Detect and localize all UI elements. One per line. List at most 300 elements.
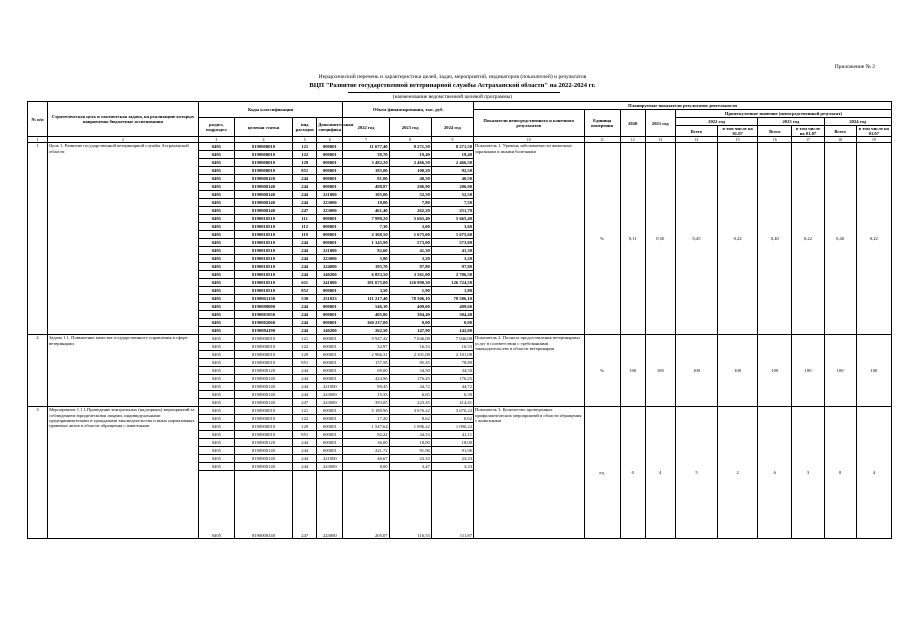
- exptype-code: 247: [293, 399, 317, 407]
- opcode-code: 221000: [317, 191, 343, 199]
- title-underline: [348, 92, 560, 93]
- article-code: 8190000140: [234, 207, 292, 215]
- amount-2024: 3,33: [431, 463, 473, 471]
- section-code: 0405: [198, 407, 234, 415]
- exptype-code: 244: [293, 439, 317, 447]
- section-code: 0405: [198, 311, 234, 319]
- program-caption: (наименование ведомственной целевой программы): [392, 94, 513, 100]
- exptype-code: 244: [293, 191, 317, 199]
- section-code: 0405: [198, 191, 234, 199]
- column-number: 6: [317, 137, 343, 143]
- section-code: 0405: [198, 391, 234, 399]
- col-y2023-header: 2023 год: [758, 118, 824, 126]
- amount-2024: 1 096,22: [431, 423, 473, 431]
- article-code: 8190000140: [234, 399, 292, 407]
- indicator-value: 6: [758, 407, 792, 539]
- amount-2023: 1,90: [389, 287, 431, 295]
- section-code: 0405: [198, 415, 234, 423]
- exptype-code: 129: [293, 159, 317, 167]
- section-code: 0405: [198, 215, 234, 223]
- col-f2023-header: 2023 год: [389, 118, 431, 137]
- amount-2023: 147,90: [389, 327, 431, 335]
- column-number: 8: [389, 137, 431, 143]
- opcode-code: 221000: [317, 383, 343, 391]
- amount-2022: 2 368,50: [343, 231, 389, 239]
- unit-value: ед.: [584, 407, 620, 539]
- opcode-code: 000001: [317, 167, 343, 175]
- goal-text: Мероприятие 1.1.1.Проведение контрольных (надзорных) мероприятий за соблюдением юридическими лицами, индивидуальными предпринимателями и гражданами законодательства и иных нормативных правовых актов в области обращения с животными: [48, 407, 199, 539]
- article-code: 8190010510: [234, 231, 292, 239]
- indicator-text: Показатель 2. Полнота предоставления ветеринарных услуг в соответствии с требованиями законодательства в области ветеринарии: [474, 335, 585, 407]
- article-code: 8190000120: [234, 367, 292, 375]
- exptype-code: 244: [293, 383, 317, 391]
- section-code: 0405: [198, 303, 234, 311]
- article-code: 8190000010: [234, 335, 292, 343]
- section-code: 0405: [198, 183, 234, 191]
- exptype-code: 244: [293, 319, 317, 327]
- column-number: 17: [792, 137, 824, 143]
- section-code: 0405: [198, 375, 234, 383]
- amount-2023: 40,50: [389, 175, 431, 183]
- amount-2022: 105,00: [343, 191, 389, 199]
- section-code: 0405: [198, 359, 234, 367]
- column-number: 7: [343, 137, 389, 143]
- goal-text: Задача 1.1. Повышение качества государственного управления в сфере ветеринарии: [48, 335, 199, 407]
- amount-2023: 1 096,22: [389, 423, 431, 431]
- amount-2024: 78,80: [431, 359, 473, 367]
- section-code: 0405: [198, 351, 234, 359]
- article-code: 8190000010: [234, 415, 292, 423]
- article-code: 8190000140: [234, 183, 292, 191]
- amount-2023: 7,80: [389, 199, 431, 207]
- amount-2024: 1,80: [431, 287, 473, 295]
- indicator-value: 100: [645, 335, 675, 407]
- article-code: 8190000140: [234, 191, 292, 199]
- exptype-code: 244: [293, 463, 317, 471]
- opcode-code: 251023: [317, 295, 343, 303]
- amount-2024: 8,62: [431, 415, 473, 423]
- amount-2022: 69,00: [343, 367, 389, 375]
- article-code: 8190010510: [234, 271, 292, 279]
- section-code: 0405: [198, 383, 234, 391]
- row-number: 1: [28, 143, 48, 335]
- section-code: 0405: [198, 159, 234, 167]
- amount-2024: 40,50: [431, 175, 473, 183]
- section-code: 0405: [198, 295, 234, 303]
- amount-2023: 3 676,22: [389, 407, 431, 415]
- opcode-code: 000001: [317, 215, 343, 223]
- article-code: 8190000010: [234, 431, 292, 439]
- column-number: 9: [431, 137, 473, 143]
- section-code: 0405: [198, 239, 234, 247]
- amount-2022: 205,07: [343, 471, 389, 539]
- opcode-code: 000001: [317, 367, 343, 375]
- amount-2022: 18,00: [343, 199, 389, 207]
- amount-2024: 1 675,60: [431, 231, 473, 239]
- amount-2022: 7 998,20: [343, 215, 389, 223]
- amount-2023: 7 046,08: [389, 335, 431, 343]
- amount-2023: 19,40: [389, 151, 431, 159]
- section-code: 0405: [198, 223, 234, 231]
- exptype-code: 121: [293, 143, 317, 151]
- amount-2022: 17,20: [343, 415, 389, 423]
- table-row: [28, 143, 892, 151]
- indicator-value: 0,11: [620, 143, 645, 335]
- program-title: ВЦП "Развитие государственной ветеринарной службы Астраханской области" на 2022-2024 гг.: [309, 82, 596, 89]
- col-2021-header: 2021 год: [645, 110, 675, 137]
- column-number: 19: [856, 137, 891, 143]
- indicator-value: 3: [792, 407, 824, 539]
- exptype-code: 122: [293, 151, 317, 159]
- amount-2023: 3,47: [389, 463, 431, 471]
- exptype-code: 851: [293, 167, 317, 175]
- unit-value: %: [584, 143, 620, 335]
- article-code: 8190010510: [234, 287, 292, 295]
- section-code: 0405: [198, 175, 234, 183]
- article-code: 8190000140: [234, 391, 292, 399]
- amount-2023: 176,25: [389, 375, 431, 383]
- amount-2023: 116,53: [389, 471, 431, 539]
- article-code: 8190000140: [234, 375, 292, 383]
- opcode-code: 221000: [317, 247, 343, 255]
- article-code: 8190000010: [234, 167, 292, 175]
- amount-2023: 5 665,40: [389, 215, 431, 223]
- opcode-code: 000001: [317, 351, 343, 359]
- amount-2022: 2 966,31: [343, 351, 389, 359]
- article-code: 8190081050: [234, 311, 292, 319]
- amount-2024: 409,60: [431, 303, 473, 311]
- exptype-code: 111: [293, 215, 317, 223]
- column-number: 15: [718, 137, 758, 143]
- amount-2022: 498,87: [343, 183, 389, 191]
- indicator-value: 100: [718, 335, 758, 407]
- opcode-code: 241000: [317, 279, 343, 287]
- exptype-code: 852: [293, 287, 317, 295]
- article-code: 8190010510: [234, 263, 292, 271]
- indicator-text: Показатель 3. Количество проведенных профилактических мероприятий в области обращения с животными: [474, 407, 585, 539]
- column-number: 11: [584, 137, 620, 143]
- exptype-code: 129: [293, 423, 317, 431]
- amount-2023: 304,40: [389, 311, 431, 319]
- indicator-value: 100: [856, 335, 891, 407]
- column-number: 2: [48, 137, 199, 143]
- article-code: 8190000140: [234, 447, 292, 455]
- article-code: 8190084190: [234, 327, 292, 335]
- section-code: 0405: [198, 263, 234, 271]
- opcode-code: 000001: [317, 287, 343, 295]
- amount-2023: 78 506,10: [389, 295, 431, 303]
- amount-2023: 8,62: [389, 415, 431, 423]
- opcode-code: 224000: [317, 263, 343, 271]
- article-code: 8190000010: [234, 359, 292, 367]
- exptype-code: 530: [293, 295, 317, 303]
- amount-2024: 34,50: [431, 367, 473, 375]
- indicator-value: 100: [620, 335, 645, 407]
- opcode-code: 000001: [317, 343, 343, 351]
- section-code: 0405: [198, 399, 234, 407]
- amount-2024: 7,50: [431, 199, 473, 207]
- article-code: 8190000010: [234, 407, 292, 415]
- amount-2023: 3,60: [389, 223, 431, 231]
- indicator-value: 100: [792, 335, 824, 407]
- row-number: 3: [28, 407, 48, 539]
- column-number: 1: [28, 137, 48, 143]
- amount-2022: 9 947,42: [343, 335, 389, 343]
- amount-2024: 214,41: [431, 399, 473, 407]
- indicator-value: 5: [675, 407, 717, 539]
- amount-2023: 262,20: [389, 207, 431, 215]
- article-code: 8190000010: [234, 343, 292, 351]
- section-code: 0405: [198, 439, 234, 447]
- amount-2022: 160 237,00: [343, 319, 389, 327]
- article-code: 8190010510: [234, 223, 292, 231]
- exptype-code: 244: [293, 255, 317, 263]
- amount-2024: 97,80: [431, 263, 473, 271]
- article-code: 8190000010: [234, 351, 292, 359]
- indicator-value: 0,45: [675, 143, 717, 335]
- article-code: 8190010510: [234, 279, 292, 287]
- section-code: 0405: [198, 207, 234, 215]
- section-code: 0405: [198, 447, 234, 455]
- col-indicators-header: Показатели непосредственного и конечного результатов: [474, 110, 585, 137]
- column-number: 18: [824, 137, 856, 143]
- article-code: 8190063130: [234, 295, 292, 303]
- section-code: 0405: [198, 247, 234, 255]
- amount-2023: 8 271,50: [389, 143, 431, 151]
- col-planned-header: Планируемые показатели результатов деятельности: [474, 102, 892, 110]
- amount-2024: 41,11: [431, 431, 473, 439]
- opcode-code: 000001: [317, 159, 343, 167]
- exptype-code: 244: [293, 271, 317, 279]
- document-title: Иерархический перечень и характеристика целей, задач, мероприятий, индикаторов (показателей) и результатов: [318, 74, 587, 80]
- article-code: 8190000120: [234, 175, 292, 183]
- exptype-code: 112: [293, 223, 317, 231]
- amount-2022: 36,00: [343, 439, 389, 447]
- opcode-code: 340200: [317, 271, 343, 279]
- exptype-code: 247: [293, 471, 317, 539]
- amount-2023: 2 466,50: [389, 159, 431, 167]
- exptype-code: 119: [293, 231, 317, 239]
- amount-2022: 82,60: [343, 247, 389, 255]
- amount-2022: 111 217,40: [343, 295, 389, 303]
- table-row: [28, 407, 892, 415]
- amount-2024: 206,90: [431, 183, 473, 191]
- amount-2024: 41,30: [431, 247, 473, 255]
- exptype-code: 851: [293, 359, 317, 367]
- column-number: 5: [293, 137, 317, 143]
- article-code: 8190010510: [234, 239, 292, 247]
- article-code: 8190000140: [234, 383, 292, 391]
- section-code: 0405: [198, 423, 234, 431]
- section-code: 0405: [198, 471, 234, 539]
- opcode-code: 340200: [317, 327, 343, 335]
- opcode-code: 000001: [317, 319, 343, 327]
- amount-2023: 52,50: [389, 191, 431, 199]
- indicator-value: 4: [856, 407, 891, 539]
- article-code: 8190000010: [234, 143, 292, 151]
- col-2020-header: 2020: [620, 110, 645, 137]
- indicator-value: 0,50: [645, 143, 675, 335]
- exptype-code: 244: [293, 367, 317, 375]
- opcode-code: 000001: [317, 231, 343, 239]
- amount-2024: 304,40: [431, 311, 473, 319]
- opcode-code: 000001: [317, 447, 343, 455]
- column-number: 16: [758, 137, 792, 143]
- amount-2024: 3,20: [431, 255, 473, 263]
- amount-2022: 15,33: [343, 391, 389, 399]
- amount-2022: 3,50: [343, 287, 389, 295]
- amount-2022: 546,10: [343, 303, 389, 311]
- amount-2022: 1 547,64: [343, 423, 389, 431]
- amount-2022: 8,00: [343, 463, 389, 471]
- opcode-code: 223000: [317, 207, 343, 215]
- col-codes-header: Коды классификации: [198, 102, 343, 118]
- exptype-code: 247: [293, 207, 317, 215]
- indicator-value: 0,40: [758, 143, 792, 335]
- opcode-code: 223000: [317, 471, 343, 539]
- article-code: 8190010510: [234, 215, 292, 223]
- amount-2022: 46,67: [343, 455, 389, 463]
- exptype-code: 851: [293, 431, 317, 439]
- opcode-code: 223000: [317, 399, 343, 407]
- amount-2023: 126 990,30: [389, 279, 431, 287]
- amount-2024: 2 101,08: [431, 351, 473, 359]
- column-number: 13: [645, 137, 675, 143]
- amount-2022: 38,70: [343, 151, 389, 159]
- amount-2023: 16,53: [389, 343, 431, 351]
- amount-2022: 461,40: [343, 207, 389, 215]
- amount-2024: 92,50: [431, 167, 473, 175]
- opcode-code: 000001: [317, 303, 343, 311]
- amount-2023: 2 101,08: [389, 351, 431, 359]
- article-code: 8190000140: [234, 199, 292, 207]
- amount-2024: 2 706,50: [431, 271, 473, 279]
- section-code: 0405: [198, 463, 234, 471]
- indicator-text: Показатель 1. Уровень заболеваемости животных заразными и иными болезнями: [474, 143, 585, 335]
- exptype-code: 122: [293, 415, 317, 423]
- indicator-value: 0: [620, 407, 645, 539]
- exptype-code: 244: [293, 375, 317, 383]
- article-code: 8190000010: [234, 423, 292, 431]
- amount-2024: 19,40: [431, 151, 473, 159]
- opcode-code: 000001: [317, 311, 343, 319]
- section-code: 0405: [198, 319, 234, 327]
- indicator-value: 0,22: [856, 143, 891, 335]
- section-code: 0405: [198, 455, 234, 463]
- article-code: 8190080000: [234, 303, 292, 311]
- amount-2024: 18,00: [431, 439, 473, 447]
- col-y2024-header: 2024 год: [824, 118, 891, 126]
- exptype-code: 244: [293, 327, 317, 335]
- exptype-code: 121: [293, 407, 317, 415]
- amount-2022: 221,72: [343, 447, 389, 455]
- col-interim-header: Промежуточное значение (непосредственный результат): [675, 110, 891, 118]
- section-code: 0405: [198, 255, 234, 263]
- opcode-code: 223000: [317, 391, 343, 399]
- section-code: 0405: [198, 199, 234, 207]
- exptype-code: 122: [293, 343, 317, 351]
- column-number: 4: [234, 137, 292, 143]
- section-code: 0405: [198, 335, 234, 343]
- opcode-code: 000001: [317, 375, 343, 383]
- unit-value: %: [584, 335, 620, 407]
- col-exptype-header: вид расходов: [293, 118, 317, 137]
- column-number: 12: [620, 137, 645, 143]
- opcode-code: 000001: [317, 175, 343, 183]
- amount-2023: 409,60: [389, 303, 431, 311]
- col-total-header: Всего: [675, 126, 717, 137]
- amount-2024: 91,96: [431, 447, 473, 455]
- amount-2022: 181 675,00: [343, 279, 389, 287]
- section-code: 0405: [198, 431, 234, 439]
- opcode-code: 223000: [317, 463, 343, 471]
- column-number: 3: [198, 137, 234, 143]
- amount-2023: 85,35: [389, 359, 431, 367]
- col-num-header: № п/п: [28, 102, 48, 137]
- col-unit-header: Единица измерения: [584, 110, 620, 137]
- amount-2024: 0,00: [431, 319, 473, 327]
- amount-2023: 91,96: [389, 447, 431, 455]
- amount-2022: 157,58: [343, 359, 389, 367]
- col-funding-header: Объем финансирования, тыс. руб.: [343, 102, 474, 118]
- exptype-code: 244: [293, 303, 317, 311]
- amount-2023: 18,00: [389, 439, 431, 447]
- amount-2023: 6,65: [389, 391, 431, 399]
- amount-2022: 82,22: [343, 431, 389, 439]
- column-number: 10: [474, 137, 585, 143]
- amount-2022: 6 853,50: [343, 271, 389, 279]
- amount-2024: 3 676,22: [431, 407, 473, 415]
- exptype-code: 244: [293, 183, 317, 191]
- opcode-code: 000001: [317, 143, 343, 151]
- exptype-code: 244: [293, 199, 317, 207]
- indicator-value: 8: [824, 407, 856, 539]
- col-f2024-header: 2024 год: [431, 118, 473, 137]
- exptype-code: 244: [293, 391, 317, 399]
- section-code: 0405: [198, 231, 234, 239]
- indicator-value: 0,40: [824, 143, 856, 335]
- amount-2024: 52,50: [431, 191, 473, 199]
- indicator-value: 0,22: [792, 143, 824, 335]
- amount-2022: 32,97: [343, 343, 389, 351]
- appendix-label: Приложение № 2: [834, 64, 875, 70]
- amount-2023: 0,00: [389, 319, 431, 327]
- indicator-value: 4: [645, 407, 675, 539]
- amount-2022: 195,70: [343, 263, 389, 271]
- col-opcode-header: Дополнительная специфика: [317, 118, 343, 137]
- opcode-code: 000001: [317, 439, 343, 447]
- section-code: 0405: [198, 327, 234, 335]
- article-code: 8190000140: [234, 455, 292, 463]
- exptype-code: 611: [293, 279, 317, 287]
- amount-2022: 1 145,90: [343, 239, 389, 247]
- amount-2022: 185,00: [343, 167, 389, 175]
- opcode-code: 000001: [317, 183, 343, 191]
- opcode-code: 000001: [317, 415, 343, 423]
- indicator-value: 100: [675, 335, 717, 407]
- col-total-header: Всего: [758, 126, 792, 137]
- opcode-code: 000001: [317, 431, 343, 439]
- amount-2024: 176,25: [431, 375, 473, 383]
- exptype-code: 244: [293, 455, 317, 463]
- amount-2023: 3,20: [389, 255, 431, 263]
- col-incl-header: в том числе на 01.07: [792, 126, 824, 137]
- section-code: 0405: [198, 343, 234, 351]
- amount-2023: 34,50: [389, 367, 431, 375]
- section-code: 0405: [198, 271, 234, 279]
- section-code: 0405: [198, 279, 234, 287]
- amount-2023: 44,72: [389, 383, 431, 391]
